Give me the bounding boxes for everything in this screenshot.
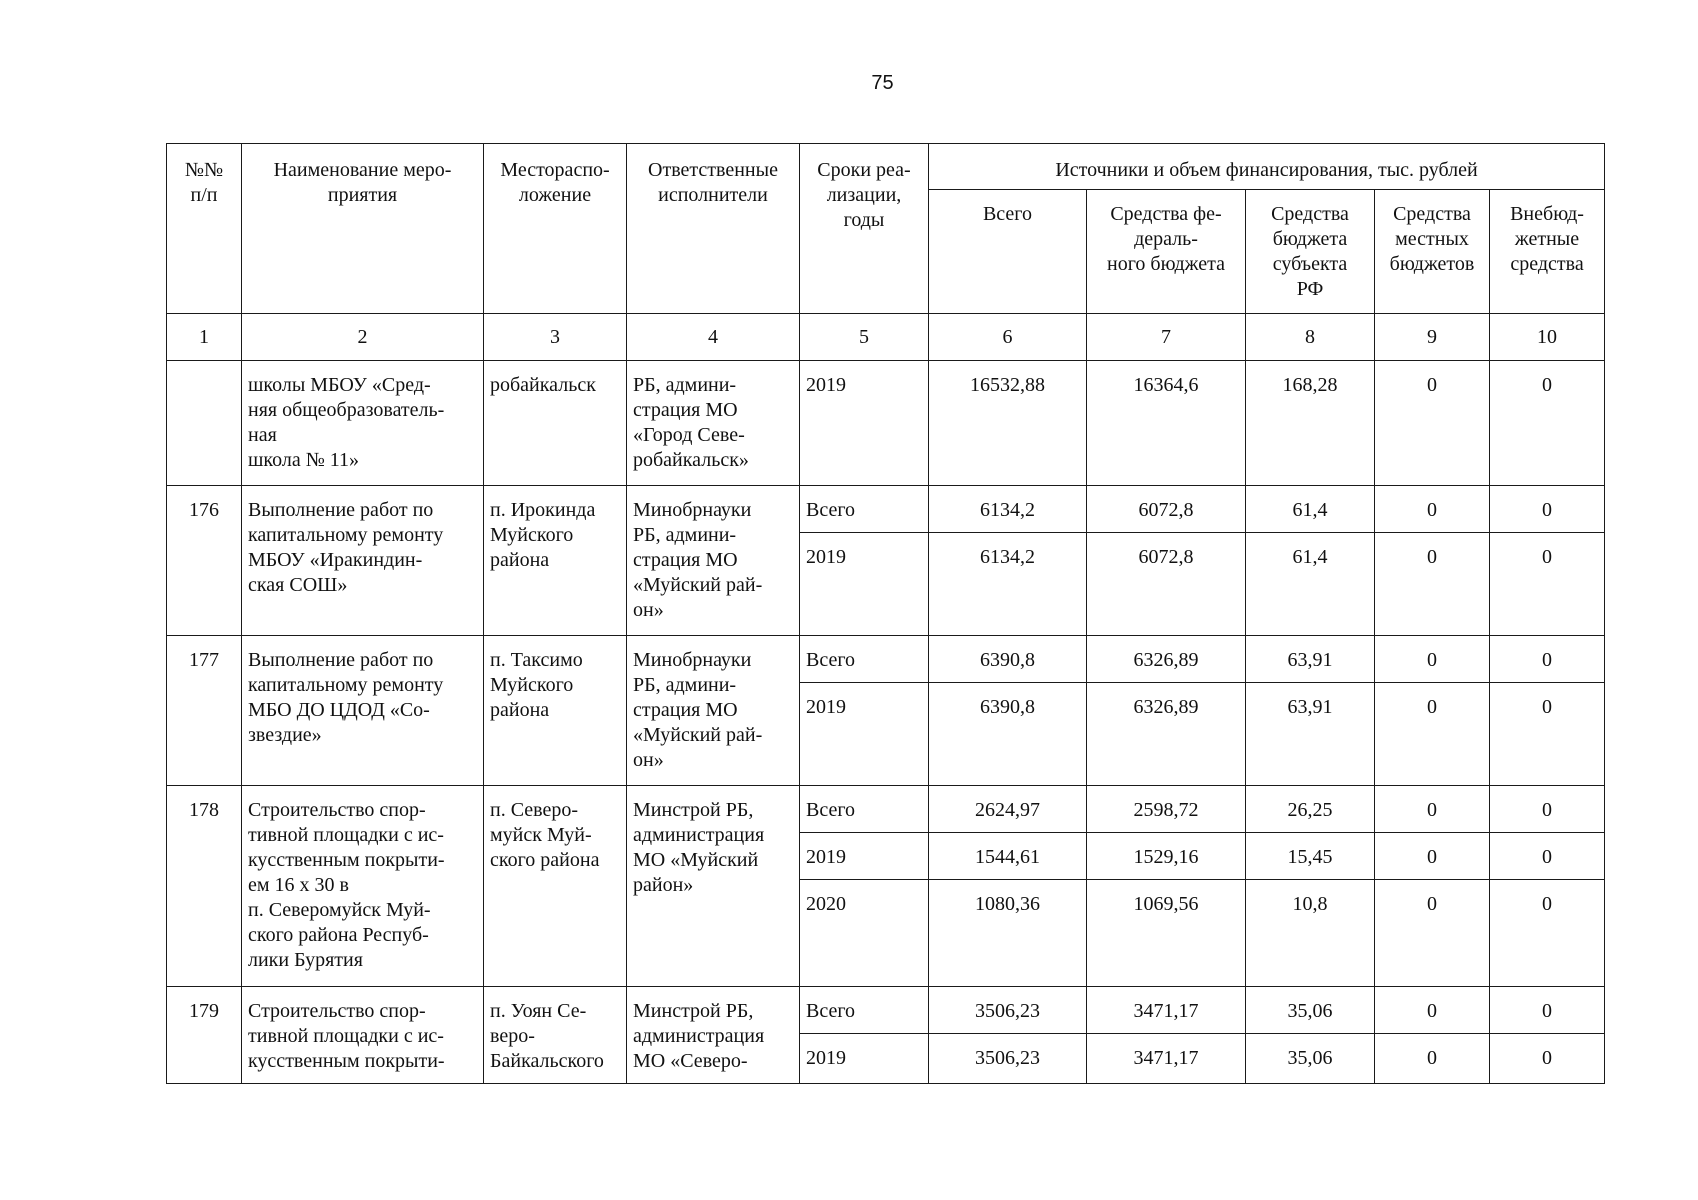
row-subject: 35,06 (1246, 1034, 1375, 1084)
row-subject: 168,28 (1246, 361, 1375, 486)
row-local: 0 (1375, 683, 1490, 786)
header-local: Средства местных бюджетов (1375, 190, 1490, 314)
row-total: 6134,2 (929, 486, 1087, 533)
header-subject: Средства бюджета субъекта РФ (1246, 190, 1375, 314)
row-local: 0 (1375, 636, 1490, 683)
row-responsible: Минстрой РБ, администрация МО «Северо- (627, 987, 800, 1084)
table-row (167, 361, 1605, 486)
row-subject: 61,4 (1246, 486, 1375, 533)
row-federal: 6326,89 (1087, 683, 1246, 786)
header-num: №№ п/п (167, 144, 242, 314)
header-period: Сроки реа- лизации, годы (800, 144, 929, 314)
row-total: 1544,61 (929, 833, 1087, 880)
header-row (167, 144, 1605, 190)
row-total: 3506,23 (929, 987, 1087, 1034)
row-extra: 0 (1490, 1034, 1605, 1084)
row-total: 3506,23 (929, 1034, 1087, 1084)
row-federal: 6072,8 (1087, 533, 1246, 636)
table-row (167, 987, 1605, 1034)
row-year: 2019 (800, 361, 929, 486)
row-number: 179 (167, 987, 242, 1084)
row-subject: 26,25 (1246, 786, 1375, 833)
row-year: 2019 (800, 833, 929, 880)
row-year: 2019 (800, 533, 929, 636)
row-local: 0 (1375, 786, 1490, 833)
row-year: Всего (800, 486, 929, 533)
row-location: п. Ирокинда Муйского района (484, 486, 627, 636)
column-number: 6 (929, 314, 1087, 361)
table-row (167, 636, 1605, 683)
row-number: 178 (167, 786, 242, 987)
row-year: Всего (800, 636, 929, 683)
column-number: 9 (1375, 314, 1490, 361)
row-subject: 63,91 (1246, 636, 1375, 683)
header-extra: Внебюд- жетные средства (1490, 190, 1605, 314)
header-total: Всего (929, 190, 1087, 314)
row-local: 0 (1375, 987, 1490, 1034)
row-location: п. Таксимо Муйского района (484, 636, 627, 786)
row-total: 6390,8 (929, 683, 1087, 786)
row-total: 6134,2 (929, 533, 1087, 636)
row-location: робайкальск (484, 361, 627, 486)
row-extra: 0 (1490, 683, 1605, 786)
row-responsible: РБ, админи- страция МО «Город Севе- робайкальск» (627, 361, 800, 486)
row-local: 0 (1375, 361, 1490, 486)
row-subject: 61,4 (1246, 533, 1375, 636)
row-location: п. Северо- муйск Муй- ского района (484, 786, 627, 987)
page-number: 75 (871, 72, 894, 94)
row-local: 0 (1375, 880, 1490, 987)
header-location: Местораспо- ложение (484, 144, 627, 314)
row-year: 2019 (800, 1034, 929, 1084)
row-name: Строительство спор- тивной площадки с ис- кусственным покрыти- ем 16 х 30 в п. Северомуйск Муй- ского района Респуб- лики Бурятия (242, 786, 484, 987)
row-federal: 1069,56 (1087, 880, 1246, 987)
row-year: Всего (800, 786, 929, 833)
row-subject: 10,8 (1246, 880, 1375, 987)
row-name: Выполнение работ по капитальному ремонту МБОУ «Иракиндин- ская СОШ» (242, 486, 484, 636)
row-extra: 0 (1490, 636, 1605, 683)
row-extra: 0 (1490, 833, 1605, 880)
row-federal: 3471,17 (1087, 1034, 1246, 1084)
row-number: 176 (167, 486, 242, 636)
row-local: 0 (1375, 1034, 1490, 1084)
row-responsible: Минобрнауки РБ, админи- страция МО «Муйский рай- он» (627, 486, 800, 636)
row-extra: 0 (1490, 486, 1605, 533)
row-extra: 0 (1490, 987, 1605, 1034)
row-subject: 15,45 (1246, 833, 1375, 880)
column-number: 4 (627, 314, 800, 361)
column-number: 1 (167, 314, 242, 361)
row-federal: 2598,72 (1087, 786, 1246, 833)
column-number: 10 (1490, 314, 1605, 361)
row-extra: 0 (1490, 880, 1605, 987)
row-total: 6390,8 (929, 636, 1087, 683)
row-number (167, 361, 242, 486)
column-number: 7 (1087, 314, 1246, 361)
row-year: 2019 (800, 683, 929, 786)
row-name: Выполнение работ по капитальному ремонту МБО ДО ЦДОД «Со- звездие» (242, 636, 484, 786)
row-responsible: Минобрнауки РБ, админи- страция МО «Муйский рай- он» (627, 636, 800, 786)
row-subject: 63,91 (1246, 683, 1375, 786)
table-body (167, 144, 1605, 1084)
row-extra: 0 (1490, 533, 1605, 636)
financing-table (166, 143, 1605, 1084)
table-row (167, 786, 1605, 833)
row-total: 2624,97 (929, 786, 1087, 833)
row-subject: 35,06 (1246, 987, 1375, 1034)
row-local: 0 (1375, 533, 1490, 636)
row-local: 0 (1375, 833, 1490, 880)
table-row (167, 486, 1605, 533)
row-year: Всего (800, 987, 929, 1034)
row-extra: 0 (1490, 361, 1605, 486)
row-federal: 1529,16 (1087, 833, 1246, 880)
row-responsible: Минстрой РБ, администрация МО «Муйский район» (627, 786, 800, 987)
row-year: 2020 (800, 880, 929, 987)
header-funding: Источники и объем финансирования, тыс. рублей (929, 144, 1605, 190)
row-extra: 0 (1490, 786, 1605, 833)
column-number: 5 (800, 314, 929, 361)
header-name: Наименование меро- приятия (242, 144, 484, 314)
row-federal: 6326,89 (1087, 636, 1246, 683)
row-total: 16532,88 (929, 361, 1087, 486)
row-federal: 6072,8 (1087, 486, 1246, 533)
column-number: 3 (484, 314, 627, 361)
column-number: 2 (242, 314, 484, 361)
row-name: школы МБОУ «Сред- няя общеобразователь- ная школа № 11» (242, 361, 484, 486)
column-number-row (167, 314, 1605, 361)
row-total: 1080,36 (929, 880, 1087, 987)
row-number: 177 (167, 636, 242, 786)
row-federal: 3471,17 (1087, 987, 1246, 1034)
header-responsible: Ответственные исполнители (627, 144, 800, 314)
row-location: п. Уоян Се- веро- Байкальского (484, 987, 627, 1084)
header-federal: Средства фе- дераль- ного бюджета (1087, 190, 1246, 314)
row-local: 0 (1375, 486, 1490, 533)
row-name: Строительство спор- тивной площадки с ис- кусственным покрыти- (242, 987, 484, 1084)
row-federal: 16364,6 (1087, 361, 1246, 486)
column-number: 8 (1246, 314, 1375, 361)
